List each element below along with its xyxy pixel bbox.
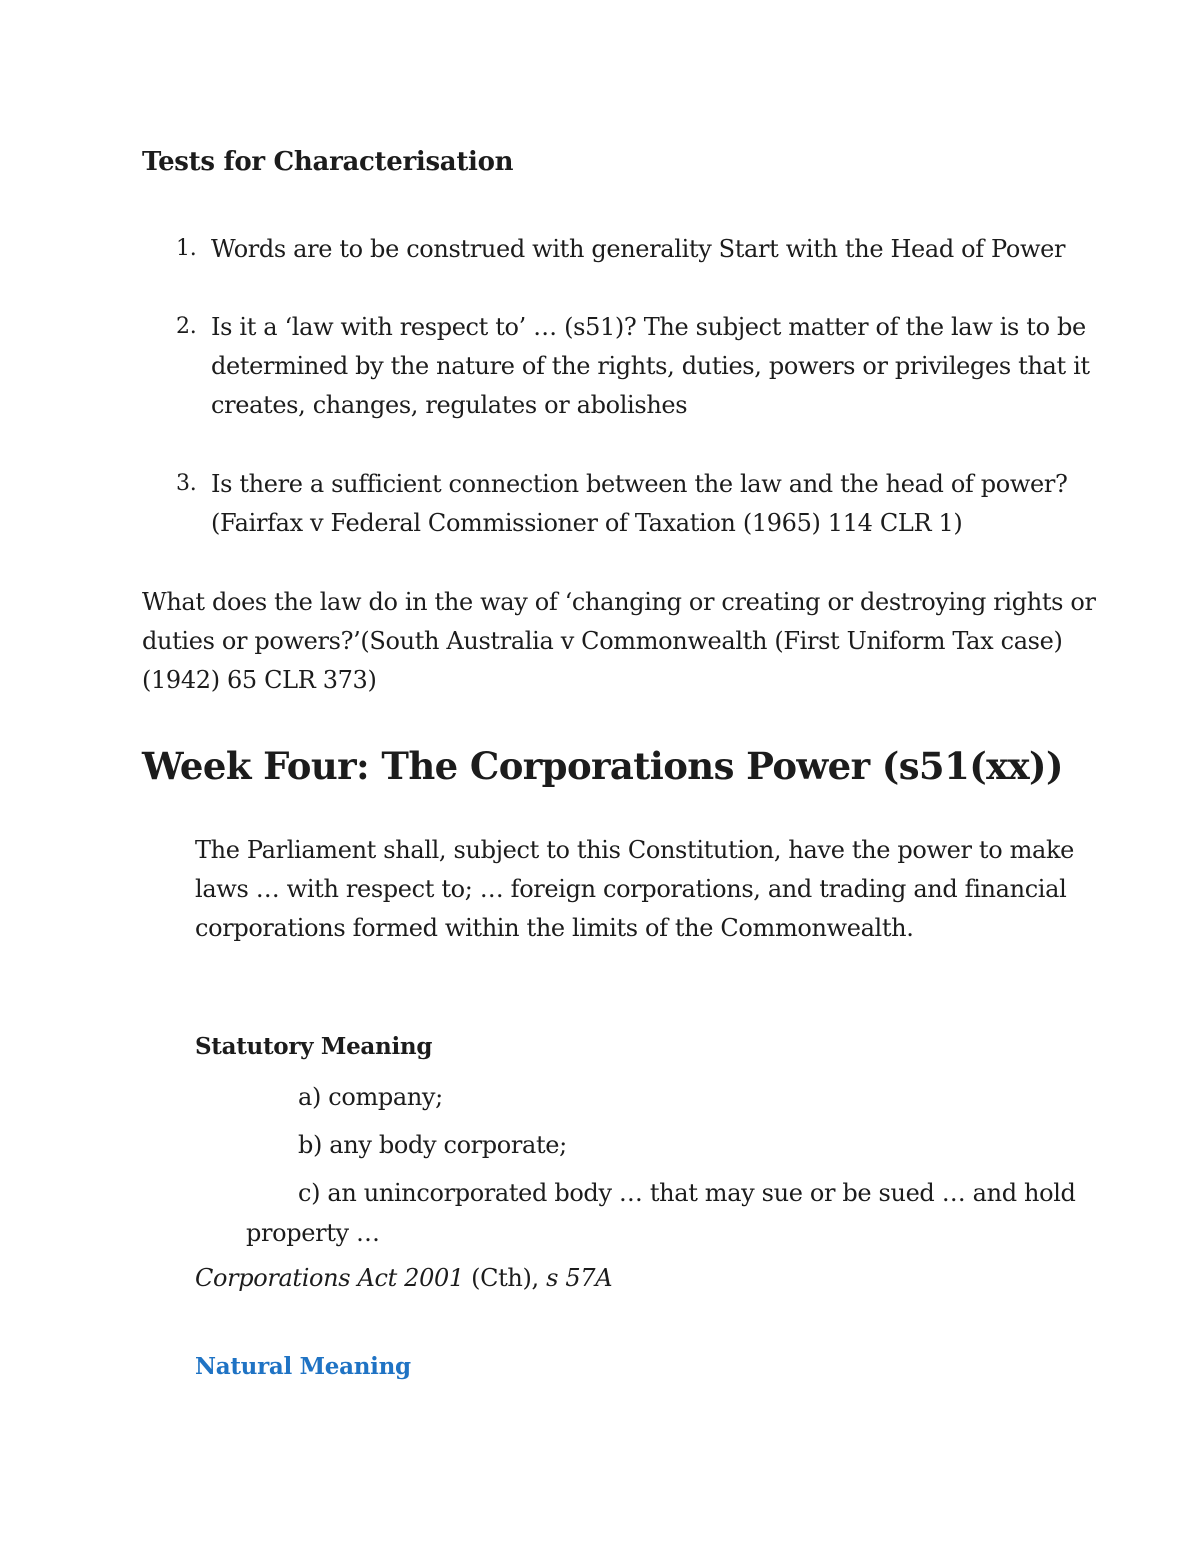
list-item-text: creates, changes, regulates or abolishes (211, 391, 688, 419)
quote-line: laws … with respect to; … foreign corporations, and trading and financial (195, 875, 1067, 903)
citation-section: s 57A (546, 1264, 613, 1292)
week-four-title: Week Four: The Corporations Power (s51(xx)) (142, 744, 1063, 788)
list-number: 1. (176, 236, 197, 261)
definition-item: c) an unincorporated body … that may sue or be sued … and hold (298, 1179, 1076, 1207)
list-item-text: determined by the nature of the rights, duties, powers or privileges that it (211, 352, 1090, 380)
definition-item-continuation: property … (246, 1219, 380, 1247)
list-number: 2. (176, 314, 197, 339)
paragraph-line: What does the law do in the way of ‘changing or creating or destroying rights or (142, 588, 1096, 616)
paragraph-line: (1942) 65 CLR 373) (142, 666, 377, 694)
list-item-text: Words are to be construed with generality Start with the Head of Power (211, 235, 1066, 263)
natural-meaning-link[interactable]: Natural Meaning (195, 1353, 411, 1380)
statutory-meaning-heading: Statutory Meaning (195, 1033, 433, 1060)
quote-line: The Parliament shall, subject to this Constitution, have the power to make (195, 836, 1075, 864)
statutory-citation (195, 1259, 612, 1298)
list-item-text: Is there a sufficient connection between the law and the head of power? (211, 470, 1068, 498)
citation-act: Corporations Act 2001 (195, 1264, 464, 1292)
section-heading: Tests for Characterisation (142, 147, 514, 177)
definition-item: a) company; (298, 1083, 443, 1111)
definition-item: b) any body corporate; (298, 1131, 567, 1159)
list-item-text: (Fairfax v Federal Commissioner of Taxation (1965) 114 CLR 1) (211, 509, 963, 537)
citation-jurisdiction: (Cth), (463, 1264, 547, 1292)
list-item-text: Is it a ‘law with respect to’ … (s51)? The subject matter of the law is to be (211, 313, 1086, 341)
paragraph-line: duties or powers?’(South Australia v Commonwealth (First Uniform Tax case) (142, 627, 1063, 655)
list-number: 3. (176, 471, 197, 496)
quote-line: corporations formed within the limits of the Commonwealth. (195, 914, 914, 942)
